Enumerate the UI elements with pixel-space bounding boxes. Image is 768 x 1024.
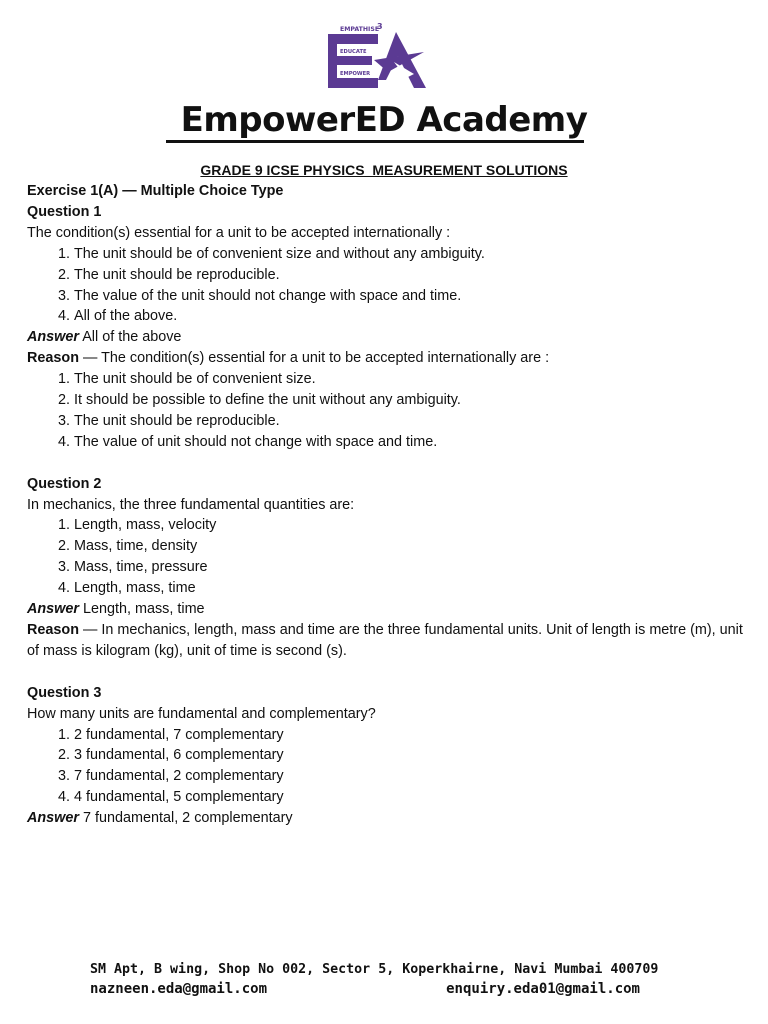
logo-word-1: EMPATHISE: [340, 26, 380, 33]
question-prompt: How many units are fundamental and complementary?: [27, 705, 376, 722]
option-item: 3. The value of the unit should not change with space and time.: [74, 286, 743, 307]
option-item: 4. 4 fundamental, 5 complementary: [74, 787, 743, 808]
option-item: 3. Mass, time, pressure: [74, 557, 743, 578]
reason-item: 4. The value of unit should not change with space and time.: [74, 432, 743, 453]
footer-emails: [90, 981, 640, 997]
option-item: 1. Length, mass, velocity: [74, 515, 743, 536]
document-body: [27, 181, 743, 829]
answer-line: [27, 327, 743, 348]
question-prompt: The condition(s) essential for a unit to be accepted internationally :: [27, 224, 451, 241]
answer-label: Answer: [27, 601, 79, 618]
exercise-title: Exercise 1(A) — Multiple Choice Type: [27, 183, 284, 199]
options-list: [27, 515, 743, 599]
reason-item: 1. The unit should be of convenient size.: [74, 369, 743, 390]
reason-item: 2. It should be possible to define the unit without any ambiguity.: [74, 390, 743, 411]
reason-line: [27, 348, 743, 369]
question-prompt: In mechanics, the three fundamental quantities are:: [27, 496, 355, 513]
options-list: [27, 725, 743, 809]
option-item: 1. The unit should be of convenient size and without any ambiguity.: [74, 244, 743, 265]
logo-word-3: EMPOWER: [340, 71, 371, 77]
logo-word-2: EDUCATE: [340, 49, 367, 55]
footer-email-left: nazneen.eda@gmail.com: [90, 981, 268, 997]
footer-address: SM Apt, B wing, Shop No 002, Sector 5, Koperkhairne, Navi Mumbai 400709: [90, 962, 659, 977]
answer-line: [27, 599, 743, 620]
option-item: 2. Mass, time, density: [74, 536, 743, 557]
answer-label: Answer: [27, 810, 79, 827]
question-title: Question 2: [27, 475, 102, 492]
question-title: Question 3: [27, 684, 102, 701]
options-list: [27, 244, 743, 328]
reason-label: Reason: [27, 350, 79, 367]
option-item: 4. Length, mass, time: [74, 578, 743, 599]
reason-item: 3. The unit should be reproducible.: [74, 411, 743, 432]
option-item: 4. All of the above.: [74, 306, 743, 327]
title-underline: [166, 140, 584, 143]
reason-text: — The condition(s) essential for a unit to be accepted internationally are :: [82, 350, 550, 367]
answer-text: 7 fundamental, 2 complementary: [82, 810, 293, 827]
page-footer: [90, 962, 690, 997]
academy-title: EmpowerED Academy: [180, 100, 588, 140]
answer-text: Length, mass, time: [82, 601, 205, 618]
reason-line: [27, 620, 743, 662]
question-title: Question 1: [27, 203, 102, 220]
reason-text: — In mechanics, length, mass and time are the three fundamental units. Unit of length is metre (m), unit of mass is kilogram (kg), unit of time is second (s).: [27, 622, 743, 659]
logo-superscript: 3: [377, 22, 383, 31]
spacer: [27, 453, 743, 474]
reason-label: Reason: [27, 622, 79, 639]
reason-list: [27, 369, 743, 453]
option-item: 2. 3 fundamental, 6 complementary: [74, 745, 743, 766]
option-item: 3. 7 fundamental, 2 complementary: [74, 766, 743, 787]
spacer: [27, 662, 743, 683]
answer-line: [27, 808, 743, 829]
academy-logo: [326, 22, 430, 92]
footer-email-right: enquiry.eda01@gmail.com: [446, 981, 640, 997]
answer-label: Answer: [27, 329, 79, 346]
document-heading: GRADE 9 ICSE PHYSICS_MEASUREMENT SOLUTIONS: [200, 162, 568, 178]
option-item: 1. 2 fundamental, 7 complementary: [74, 725, 743, 746]
option-item: 2. The unit should be reproducible.: [74, 265, 743, 286]
answer-text: All of the above: [82, 329, 182, 346]
